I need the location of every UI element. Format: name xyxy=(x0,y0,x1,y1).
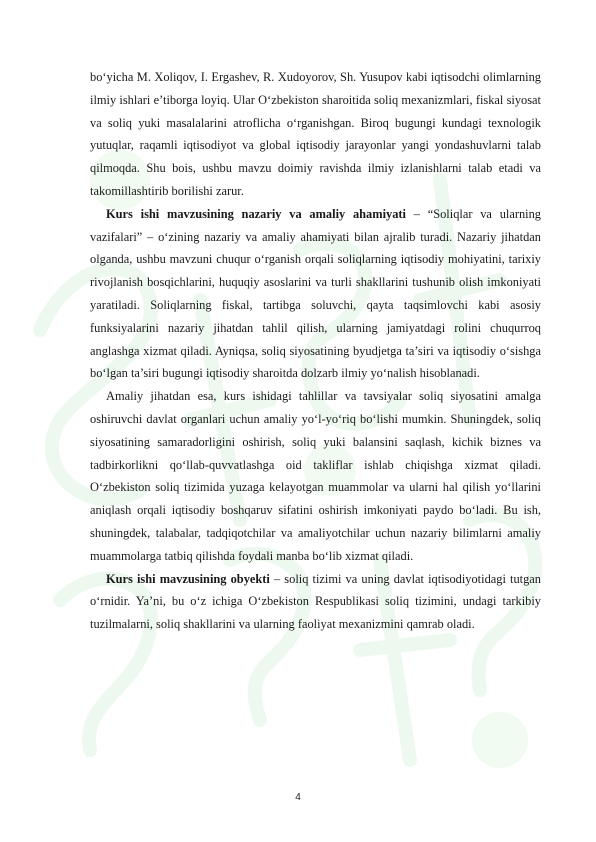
paragraph-3 xyxy=(90,385,541,567)
paragraph-4 xyxy=(90,568,541,636)
paragraph-4-lead: Kurs ishi mavzusining obyekti xyxy=(106,571,270,586)
paragraph-1-text: bo‘yicha M. Xoliqov, I. Ergashev, R. Xudoyorov, Sh. Yusupov kabi iqtisodchi olimlarning ilmiy ishlari e’tiborga loyiq. Ular O‘zbekiston sharoitida soliq mexanizmlari, fiskal siyosat va soliq yuki masalalarini atroflicha o‘rganishgan. Biroq bugungi kundagi texnologik yutuqlar, raqamli iqtisodiyot va global iqtisodiy jarayonlar yangi yondashuvlarni talab qilmoqda. Shu bois, ushbu mavzu doimiy ravishda ilmiy izlanishlarni talab etadi va takomillashtirib borilishi zarur. xyxy=(90,70,541,198)
paragraph-2 xyxy=(90,203,541,385)
paragraph-1 xyxy=(90,66,541,203)
document-body xyxy=(90,66,541,636)
paragraph-2-text: – “Soliqlar va ularning vazifalari” – o‘zining nazariy va amaliy ahamiyati bilan ajralib turadi. Nazariy jihatdan olganda, ushbu mavzuni chuqur o‘rganish orqali soliqlarning iqtisodiy mohiyatini, tarixiy rivojlanish bosqichlarini, huquqiy asoslarini va turli shakllarini tushunib olish imkoniyati yaratiladi. Soliqlarning fiskal, tartibga soluvchi, qayta taqsimlovchi kabi asosiy funksiyalarini nazariy jihatdan tahlil qilish, ularning jamiyatdagi rolini chuqurroq anglashga xizmat qiladi. Ayniqsa, soliq siyosatining byudjetga ta’siri va iqtisodiy o‘sishga bo‘lgan ta’siri bugungi iqtisodiy sharoitda dolzarb ilmiy yo‘nalish hisoblanadi. xyxy=(90,206,541,381)
paragraph-2-lead: Kurs ishi mavzusining nazariy va amaliy ahamiyati xyxy=(106,206,406,221)
paragraph-3-text: Amaliy jihatdan esa, kurs ishidagi tahlillar va tavsiyalar soliq siyosatini amalga oshiruvchi davlat organlari uchun amaliy yo‘l-yo‘riq bo‘lishi mumkin. Shuningdek, soliq siyosatining samaradorligini oshirish, soliq yuki balansini saqlash, kichik biznes va tadbirkorlikni qo‘llab-quvvatlashga oid takliflar ishlab chiqishga xizmat qiladi. O‘zbekiston soliq tizimida yuzaga kelayotgan muammolar va ularni hal qilish yo‘llarini aniqlash orqali iqtisodiy boshqaruv sifatini oshirish imkoniyati paydo bo‘ladi. Bu ish, shuningdek, talabalar, tadqiqotchilar va amaliyotchilar uchun nazariy bilimlarni amaliy muammolarga tatbiq qilishda foydali manba bo‘lib xizmat qiladi. xyxy=(90,389,541,563)
page-number: 4 xyxy=(295,792,301,803)
paragraph-4-text: – soliq tizimi va uning davlat iqtisodiyotidagi tutgan o‘rnidir. Ya’ni, bu o‘z ichiga O‘zbekiston Respublikasi soliq tizimini, undagi tarkibiy tuzilmalarni, soliq shakllarini va ularning faoliyat mexanizmini qamrab oladi. xyxy=(90,571,541,632)
